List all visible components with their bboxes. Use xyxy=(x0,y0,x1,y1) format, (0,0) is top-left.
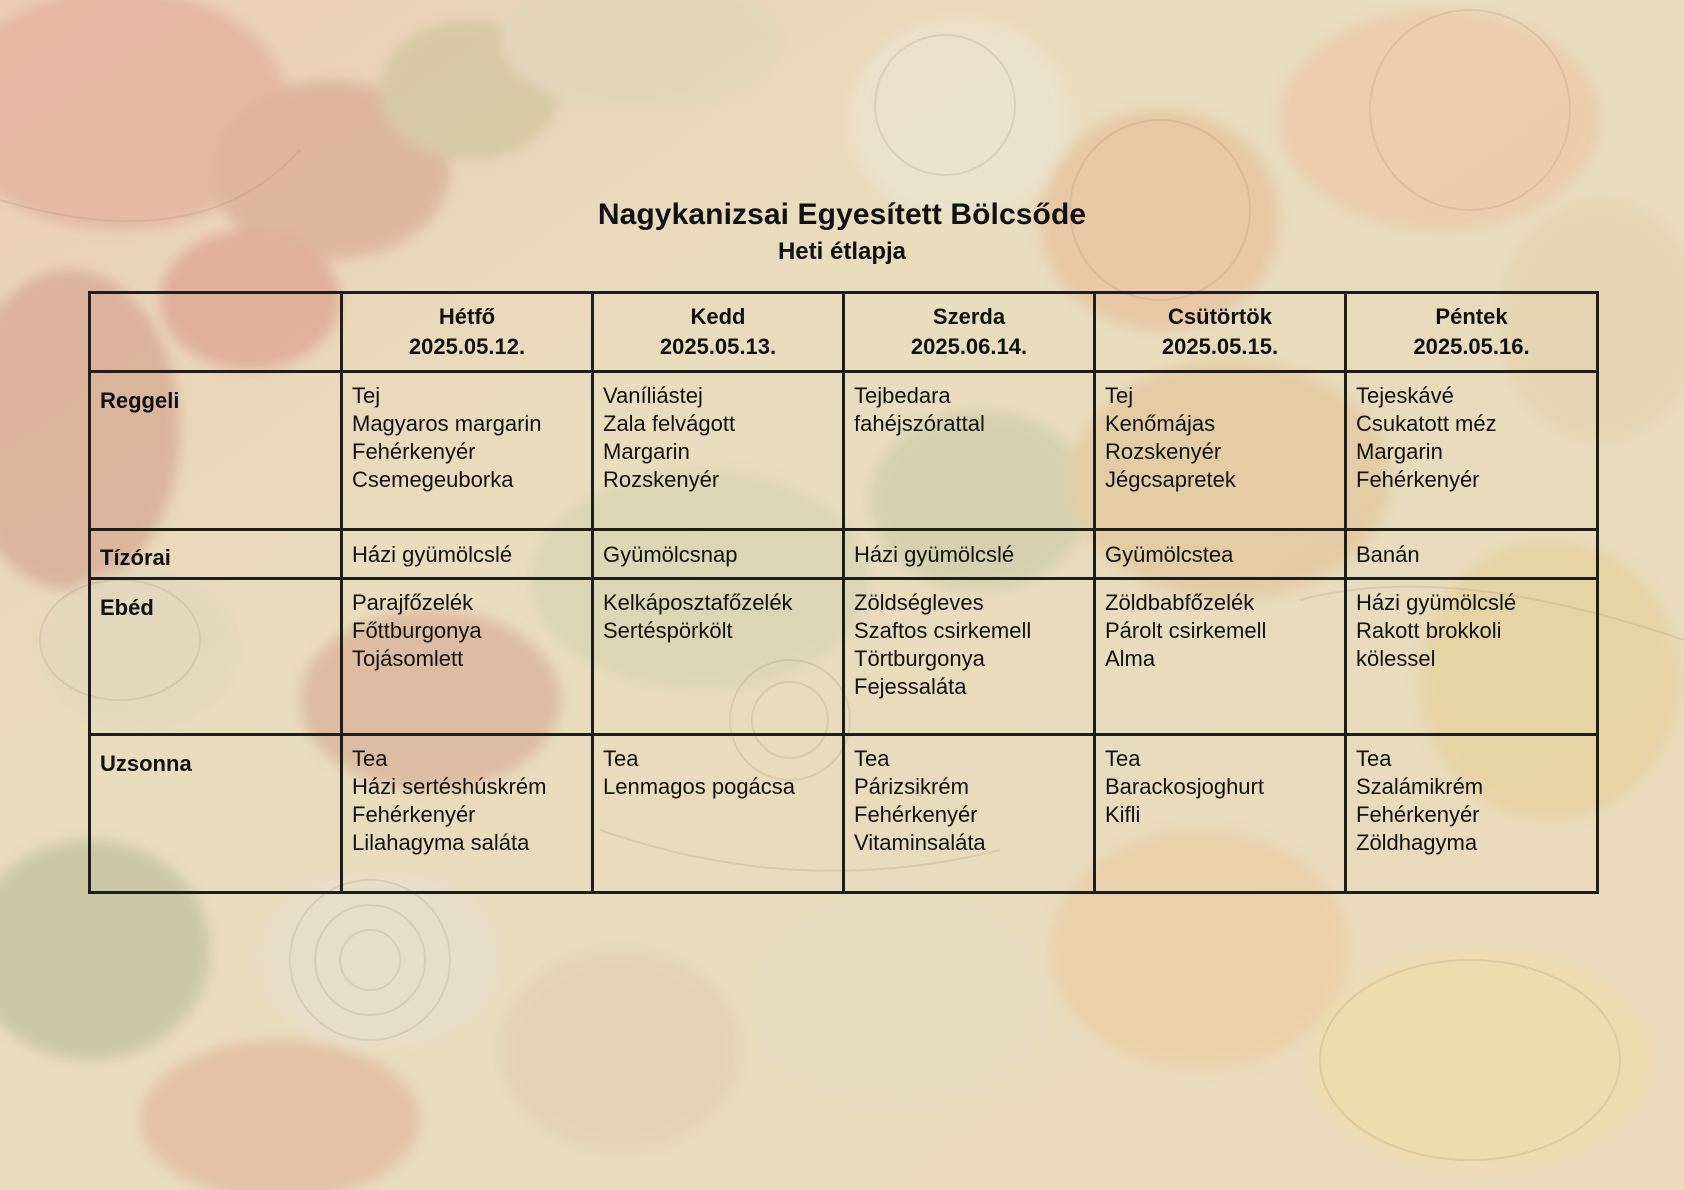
menu-cell xyxy=(1346,372,1598,530)
menu-item: Gyümölcsnap xyxy=(603,542,738,567)
day-date: 2025.06.14. xyxy=(910,334,1028,359)
menu-cell xyxy=(1095,530,1346,579)
meal-label: Reggeli xyxy=(100,388,180,413)
menu-item: Szaftos csirkemell xyxy=(854,618,1032,643)
menu-item: Zöldbabfőzelék xyxy=(1105,590,1255,615)
menu-item: Banán xyxy=(1356,542,1420,567)
day-name: Csütörtök xyxy=(1168,304,1272,329)
menu-item: Rakott brokkoli xyxy=(1356,618,1502,643)
menu-item: Tea xyxy=(1105,746,1141,771)
menu-item: Lilahagyma saláta xyxy=(352,830,530,855)
day-date: 2025.05.16. xyxy=(1413,334,1530,359)
menu-item: Jégcsapretek xyxy=(1105,467,1236,492)
meal-label-cell xyxy=(90,579,342,735)
menu-item: Csemegeuborka xyxy=(352,467,514,492)
menu-item: Sertéspörkölt xyxy=(603,618,733,643)
meal-label-cell xyxy=(90,372,342,530)
menu-item: Törtburgonya xyxy=(854,646,985,671)
menu-item: Tea xyxy=(603,746,639,771)
menu-item: Rozskenyér xyxy=(1105,439,1222,464)
menu-item: Házi sertéshúskrém xyxy=(352,774,547,799)
menu-item: Fehérkenyér xyxy=(1356,467,1480,492)
menu-cell xyxy=(593,579,844,735)
menu-cell xyxy=(1346,530,1598,579)
day-date: 2025.05.15. xyxy=(1161,334,1279,359)
menu-item: Zöldségleves xyxy=(854,590,984,615)
menu-item: Fehérkenyér xyxy=(854,802,978,827)
meal-row-ebed xyxy=(90,579,1598,735)
menu-cell xyxy=(1095,372,1346,530)
menu-item: Barackosjoghurt xyxy=(1105,774,1264,799)
table-header-row xyxy=(90,293,1598,372)
menu-item: Fehérkenyér xyxy=(1356,802,1480,827)
meal-label-cell xyxy=(90,735,342,893)
menu-item: Tejbedara xyxy=(854,383,951,408)
menu-item: Kenőmájas xyxy=(1105,411,1216,436)
menu-item: Kelkáposztafőzelék xyxy=(603,590,793,615)
menu-item: Margarin xyxy=(603,439,690,464)
corner-cell xyxy=(90,293,342,372)
day-date: 2025.05.12. xyxy=(408,334,526,359)
day-header-monday xyxy=(342,293,593,372)
meal-label-cell xyxy=(90,530,342,579)
meal-row-uzsonna xyxy=(90,735,1598,893)
weekly-menu-table xyxy=(88,291,1599,894)
page-subtitle: Heti étlapja xyxy=(777,238,907,265)
menu-item: Gyümölcstea xyxy=(1105,542,1234,567)
menu-item: Zöldhagyma xyxy=(1356,830,1478,855)
menu-item: Házi gyümölcslé xyxy=(352,542,513,567)
menu-cell xyxy=(844,735,1095,893)
menu-cell xyxy=(342,372,593,530)
menu-item: Tea xyxy=(352,746,388,771)
menu-item: Fehérkenyér xyxy=(352,439,476,464)
day-name: Szerda xyxy=(932,304,1006,329)
menu-cell xyxy=(844,579,1095,735)
day-header-tuesday xyxy=(593,293,844,372)
menu-item: Alma xyxy=(1105,646,1156,671)
menu-item: Vitaminsaláta xyxy=(854,830,986,855)
day-name: Péntek xyxy=(1435,304,1508,329)
menu-item: Tea xyxy=(854,746,890,771)
menu-item: Fehérkenyér xyxy=(352,802,476,827)
menu-cell xyxy=(342,579,593,735)
menu-item: Házi gyümölcslé xyxy=(1356,590,1517,615)
menu-item: Parajfőzelék xyxy=(352,590,474,615)
menu-item: Magyaros margarin xyxy=(352,411,542,436)
menu-item: Rozskenyér xyxy=(603,467,720,492)
menu-cell xyxy=(844,372,1095,530)
menu-item: Tej xyxy=(352,383,381,408)
day-name: Kedd xyxy=(690,304,746,329)
menu-cell xyxy=(593,530,844,579)
menu-cell xyxy=(593,735,844,893)
menu-cell xyxy=(1095,735,1346,893)
menu-item: Tejeskávé xyxy=(1356,383,1454,408)
menu-item: Házi gyümölcslé xyxy=(854,542,1015,567)
meal-row-reggeli xyxy=(90,372,1598,530)
meal-row-tizorai xyxy=(90,530,1598,579)
menu-cell xyxy=(593,372,844,530)
day-date: 2025.05.13. xyxy=(659,334,777,359)
menu-cell xyxy=(844,530,1095,579)
meal-label: Uzsonna xyxy=(100,751,192,776)
menu-cell xyxy=(342,530,593,579)
menu-item: Főttburgonya xyxy=(352,618,482,643)
menu-cell xyxy=(1346,735,1598,893)
menu-item: Kifli xyxy=(1105,802,1141,827)
menu-item: Tojásomlett xyxy=(352,646,464,671)
meal-label: Ebéd xyxy=(100,595,154,620)
menu-item: kölessel xyxy=(1356,646,1436,671)
menu-cell xyxy=(1095,579,1346,735)
menu-item: Csukatott méz xyxy=(1356,411,1497,436)
menu-item: Fejessaláta xyxy=(854,674,967,699)
menu-item: Lenmagos pogácsa xyxy=(603,774,796,799)
menu-item: Párolt csirkemell xyxy=(1105,618,1267,643)
menu-item: Párizsikrém xyxy=(854,774,969,799)
day-header-friday xyxy=(1346,293,1598,372)
menu-cell xyxy=(342,735,593,893)
page-title: Nagykanizsai Egyesített Bölcsőde xyxy=(597,198,1087,231)
menu-item: Margarin xyxy=(1356,439,1443,464)
menu-item: fahéjszórattal xyxy=(854,411,985,436)
menu-item: Vaníliástej xyxy=(603,383,703,408)
day-name: Hétfő xyxy=(438,304,496,329)
meal-label: Tízórai xyxy=(100,545,171,570)
menu-item: Zala felvágott xyxy=(603,411,736,436)
menu-cell xyxy=(1346,579,1598,735)
day-header-thursday xyxy=(1095,293,1346,372)
menu-item: Tej xyxy=(1105,383,1134,408)
day-header-wednesday xyxy=(844,293,1095,372)
menu-item: Tea xyxy=(1356,746,1392,771)
menu-item: Szalámikrém xyxy=(1356,774,1484,799)
